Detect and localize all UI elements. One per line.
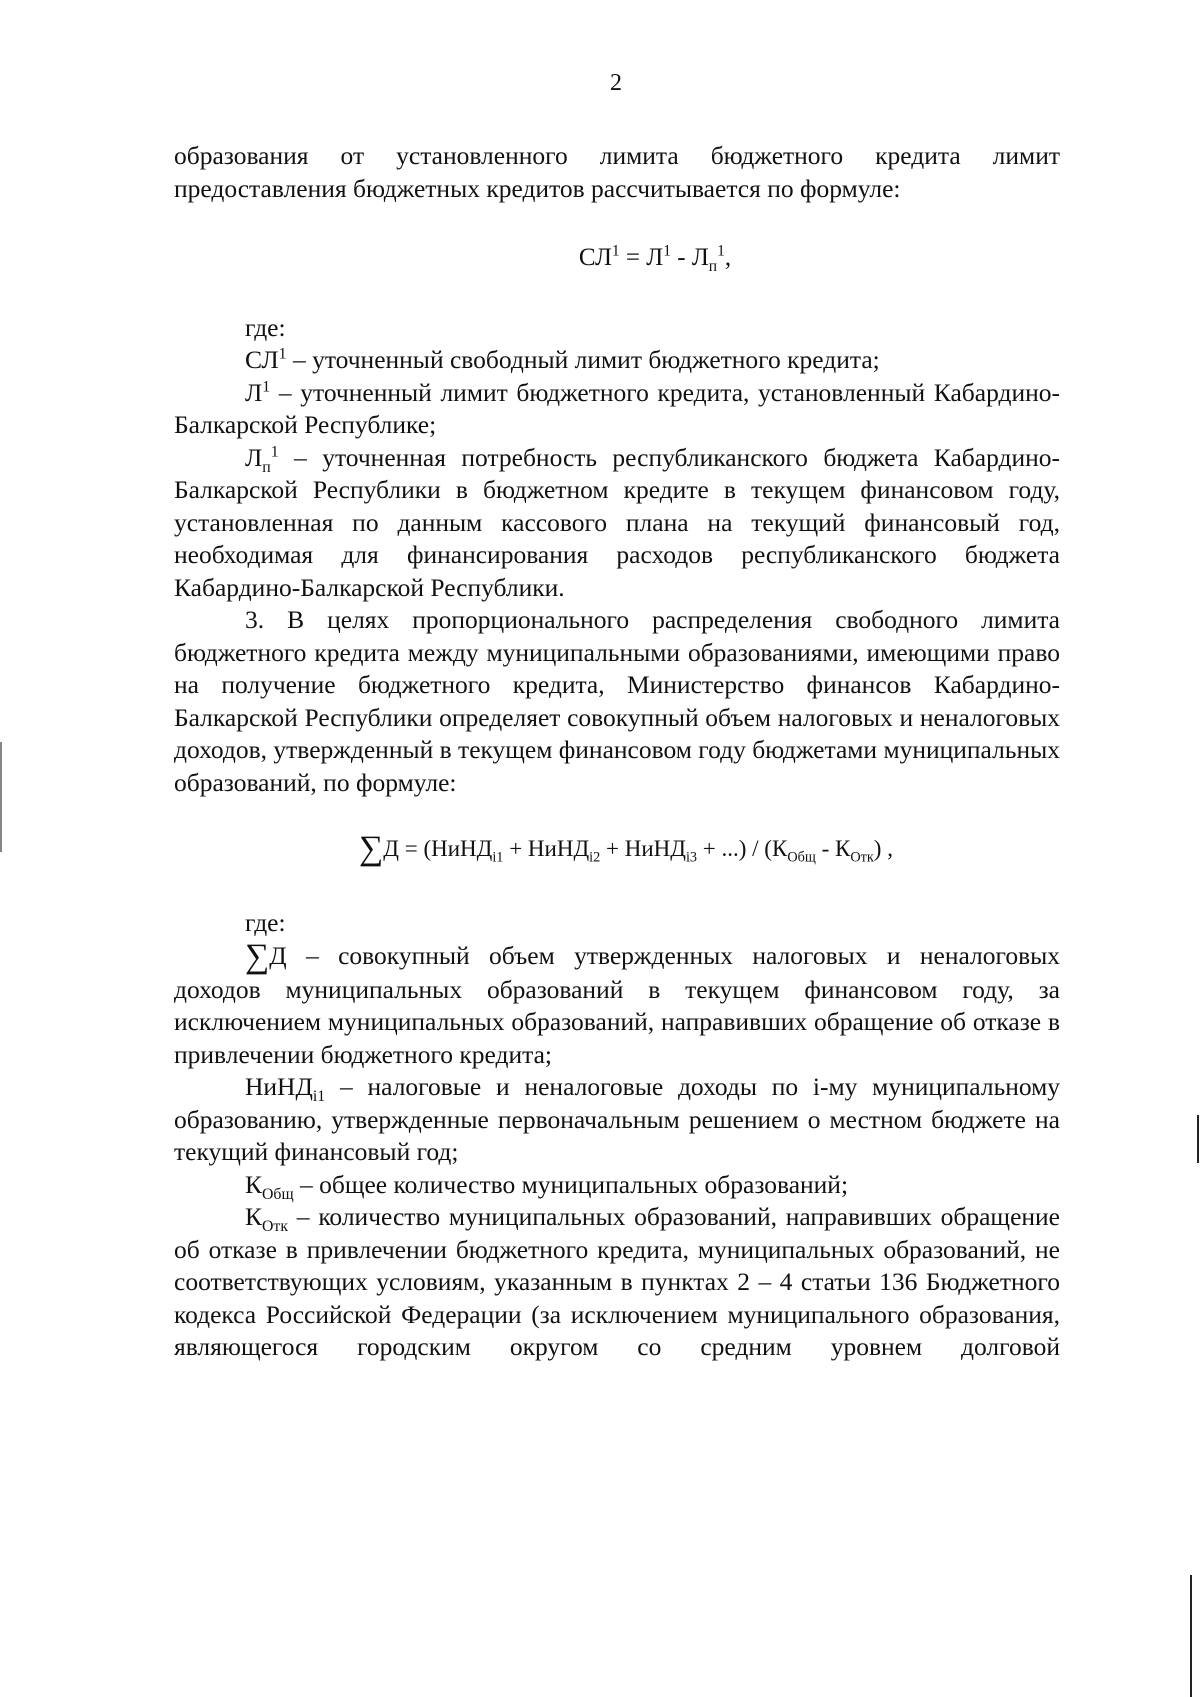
formula-plus-1: + [503,836,528,861]
definition-lp [174,442,1060,605]
formula-ni3: НиНД [624,836,686,861]
definition-sl-term [245,345,287,374]
term-text: НиНД [245,1072,313,1101]
formula-sl-sup: 1 [611,242,620,260]
formula-ni1-sub: i1 [492,849,504,866]
term-text: К [245,1202,263,1231]
definition-sl [174,344,1060,377]
formula-plus-2: + [600,836,625,861]
paragraph-3: 3. В целях пропорционального распределения свободного лимита бюджетного кредита между муниципальными образованиями, имеющими право на получение бюджетного кредита, Министерство финансов Кабардино-Балкарской Республики определяет совокупный объем налоговых и неналоговых доходов, утвержденный в текущем финансовом году бюджетами муниципальных образований, по формуле: [174,605,1060,797]
definition-k-refuse [174,1201,1060,1364]
definition-ni-term [245,1072,326,1106]
formula-lp: Л [691,244,709,271]
document-body [174,140,1060,1364]
definition-lp-text: – уточненная потребность республиканского бюджета Кабардино-Балкарской Республики в бюджетном кредите в текущем финансовом году, установленная по данным кассового плана на текущий финансовый год, необходимая для финансирования расходов республиканского бюджета Кабардино-Балкарской Республики. [174,442,1060,602]
formula-end: ) , [873,836,893,861]
term-sub: i1 [312,1088,326,1106]
formula-k1: К [771,836,788,861]
formula-k2-sub: Отк [850,849,874,866]
definition-sum-d-text: – совокупный объем утвержденных налоговых и неналоговых доходов муниципальных образований в текущем финансовом году, за исключением муниципальных образований, направивших обращение об отказе в привлечении бюджетного кредита; [174,940,1060,1069]
formula-k1-sub: Общ [787,849,816,866]
definition-k-refuse-term [245,1202,289,1236]
formula-minus: - [671,244,692,271]
formula-l: Л [646,244,664,271]
formula-free-limit [174,242,1060,275]
definition-k-total-text: – общее количество муниципальных образований; [293,1169,849,1199]
formula-lp-sub: п [708,258,718,275]
formula-ni3-sub: i3 [685,849,698,866]
formula-eq: = [619,244,647,271]
right-margin-mark-bottom [1190,1575,1192,1697]
formula-l-sup: 1 [663,242,671,260]
term-sup: 1 [262,378,271,395]
definition-lp-term [245,442,279,476]
formula-end: , [724,244,732,271]
definition-k-total-term [245,1169,294,1203]
term-text: Л [245,442,263,472]
term-text: К [245,1169,263,1199]
definition-ni [174,1071,1060,1169]
definition-l [174,377,1060,442]
definition-sum-d [174,937,1060,1072]
formula-ni1: НиНД [431,836,493,861]
definition-l-text: – уточненный лимит бюджетного кредита, установленный Кабардино-Балкарской Республике; [174,377,1060,439]
definition-k-refuse-text: – количество муниципальных образований, направивших обращение об отказе в привлечении бюджетного кредита, муниципальных образований, не соответствующих условиям, указанным в пунктах 2 – 4 статьи 136 Бюджетного кодекса Российской Федерации (за исключением муниципального образования, являющегося городским округом со средним уровнем долговой [174,1202,1060,1361]
page-number: 2 [610,70,622,96]
term-sub: Отк [262,1218,289,1236]
formula-ni2: НиНД [527,836,590,861]
where-label-2: где: [245,908,286,937]
formula-eq-open: = ( [398,836,432,861]
definition-sum-d-term [245,937,287,975]
term-sup: 1 [270,443,279,460]
formula-sl: СЛ [578,244,612,271]
term-sub: п [262,458,271,476]
formula-minus: - [815,836,835,861]
term-text: Л [245,377,263,407]
definition-k-total [174,1169,1060,1202]
definition-ni-text: – налоговые и неналоговые доходы по i-му муниципальному образованию, утвержденные первоначальным решением о местном бюджете на текущий финансовый год; [174,1072,1060,1166]
where-label-1: где: [245,312,286,342]
sigma-symbol: ∑ [359,830,384,867]
term-sup: 1 [278,345,287,363]
formula-rest: + ...) / ( [697,836,772,861]
formula-d: Д [383,836,399,861]
term-text: СЛ [245,345,279,374]
term-sub: Общ [262,1185,294,1203]
formula-ni2-sub: i2 [589,849,601,866]
sigma-symbol: ∑ [245,937,270,975]
formula-lp-sup: 1 [717,242,725,260]
term-text: Д [269,940,287,970]
definition-l-term [245,378,270,407]
formula-total-income [174,832,1060,866]
formula-k2: К [835,836,851,861]
definition-sl-text: – уточненный свободный лимит бюджетного кредита; [286,345,880,374]
right-margin-mark [1197,1115,1199,1163]
intro-paragraph: образования от установленного лимита бюджетного кредита лимит предоставления бюджетных кредитов рассчитывается по формуле: [174,141,1060,203]
left-margin-mark [0,742,2,852]
